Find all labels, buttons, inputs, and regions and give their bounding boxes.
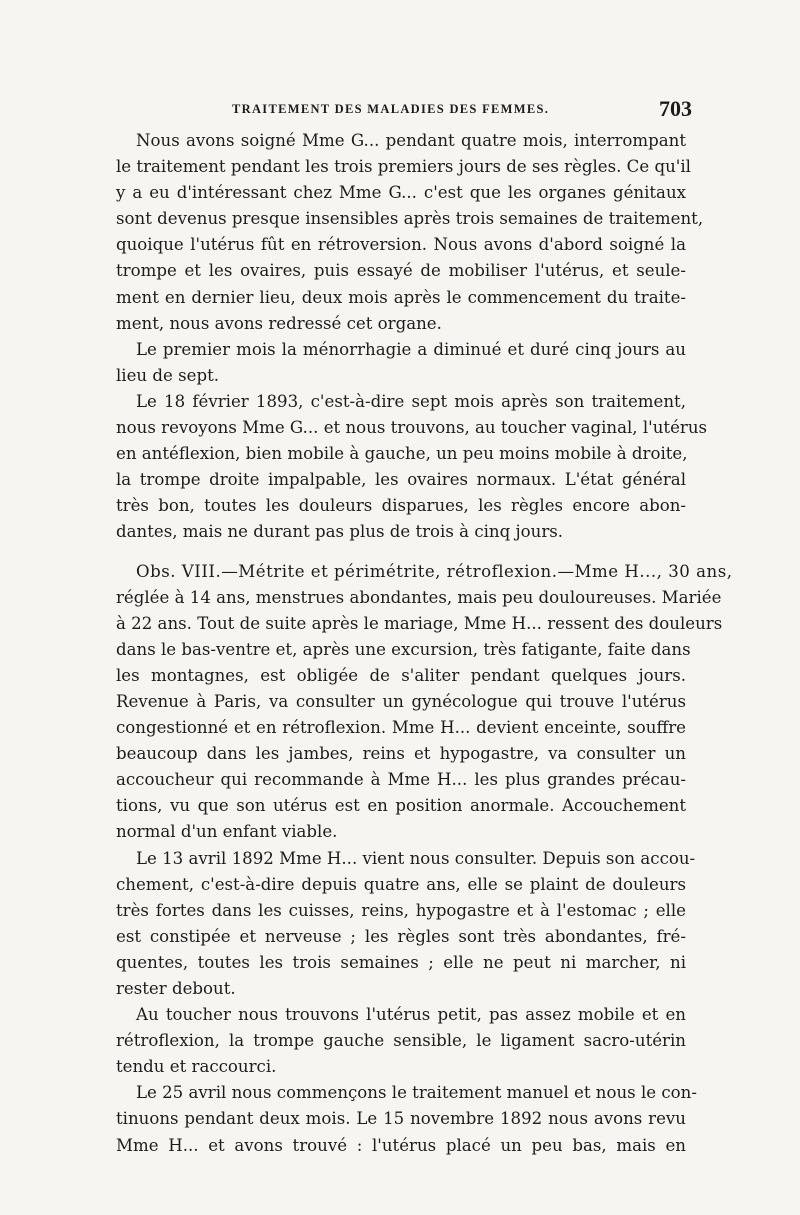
text-line: Revenue à Paris, va consulter un gynécologue qui trouve l'utérus <box>116 691 686 711</box>
text-line: en antéflexion, bien mobile à gauche, un peu moins mobile à droite, <box>116 444 688 464</box>
observation-heading-line: Obs. VIII.—Métrite et périmétrite, rétroflexion.—Mme H..., 30 ans, <box>136 561 733 581</box>
text-line: beaucoup dans les jambes, reins et hypogastre, va consulter un <box>116 744 686 764</box>
text-line: nous revoyons Mme G... et nous trouvons, au toucher vaginal, l'utérus <box>116 418 708 438</box>
page-number: 703 <box>659 96 692 121</box>
text-line: très bon, toutes les douleurs disparues, les règles encore abon- <box>116 496 686 516</box>
text-line: réglée à 14 ans, menstrues abondantes, mais peu douloureuses. Mariée <box>116 587 722 607</box>
text-line: quoique l'utérus fût en rétroversion. Nous avons d'abord soigné la <box>116 235 686 255</box>
text-line: Le premier mois la ménorrhagie a diminué et duré cinq jours au <box>136 339 686 359</box>
text-line: congestionné et en rétroflexion. Mme H... devient enceinte, souffre <box>116 718 686 738</box>
text-line: est constipée et nerveuse ; les règles sont très abondantes, fré- <box>116 926 686 946</box>
text-line: rester debout. <box>116 979 236 998</box>
text-line: trompe et les ovaires, puis essayé de mobiliser l'utérus, et seule- <box>116 261 686 281</box>
text-line: rétroflexion, la trompe gauche sensible, le ligament sacro-utérin <box>116 1031 686 1051</box>
text-line: dans le bas-ventre et, après une excursion, très fatigante, faite dans <box>116 639 691 659</box>
text-line: accoucheur qui recommande à Mme H... les plus grandes précau- <box>116 770 686 790</box>
text-line: tinuons pendant deux mois. Le 15 novembre 1892 nous avons revu <box>116 1109 686 1129</box>
running-title: TRAITEMENT DES MALADIES DES FEMMES. <box>232 102 550 116</box>
body-text <box>116 128 733 1159</box>
text-line: Nous avons soigné Mme G... pendant quatre mois, interrompant <box>136 131 686 150</box>
text-line: tendu et raccourci. <box>116 1057 277 1077</box>
text-line: dantes, mais ne durant pas plus de trois à cinq jours. <box>116 522 564 542</box>
text-line: la trompe droite impalpable, les ovaires normaux. L'état général <box>116 470 686 490</box>
text-line: les montagnes, est obligée de s'aliter pendant quelques jours. <box>116 665 686 685</box>
text-line: ment, nous avons redressé cet organe. <box>116 313 442 333</box>
text-line: à 22 ans. Tout de suite après le mariage, Mme H... ressent des douleurs <box>116 613 723 633</box>
page-header <box>232 98 692 124</box>
text-line: le traitement pendant les trois premiers jours de ses règles. Ce qu'il <box>116 157 691 177</box>
text-line: normal d'un enfant viable. <box>116 822 338 842</box>
text-line: Le 25 avril nous commençons le traitement manuel et nous le con- <box>136 1083 697 1103</box>
text-line: lieu de sept. <box>116 365 220 385</box>
paragraph-gap <box>116 546 686 559</box>
text-line: tions, vu que son utérus est en position anormale. Accouchement <box>116 796 686 816</box>
text-line: chement, c'est-à-dire depuis quatre ans, elle se plaint de douleurs <box>116 874 686 894</box>
text-line: Mme H... et avons trouvé : l'utérus placé un peu bas, mais en <box>116 1135 686 1155</box>
text-line: sont devenus presque insensibles après trois semaines de traitement, <box>116 209 704 229</box>
text-line: Le 13 avril 1892 Mme H... vient nous consulter. Depuis son accou- <box>136 848 696 868</box>
text-line: Le 18 février 1893, c'est-à-dire sept mois après son traitement, <box>136 391 686 411</box>
text-line: très fortes dans les cuisses, reins, hypogastre et à l'estomac ; elle <box>116 900 686 920</box>
text-line: quentes, toutes les trois semaines ; elle ne peut ni marcher, ni <box>116 952 686 972</box>
text-line: y a eu d'intéressant chez Mme G... c'est que les organes génitaux <box>116 183 686 203</box>
text-line: Au toucher nous trouvons l'utérus petit, pas assez mobile et en <box>136 1005 686 1025</box>
text-line: ment en dernier lieu, deux mois après le commencement du traite- <box>116 287 686 307</box>
